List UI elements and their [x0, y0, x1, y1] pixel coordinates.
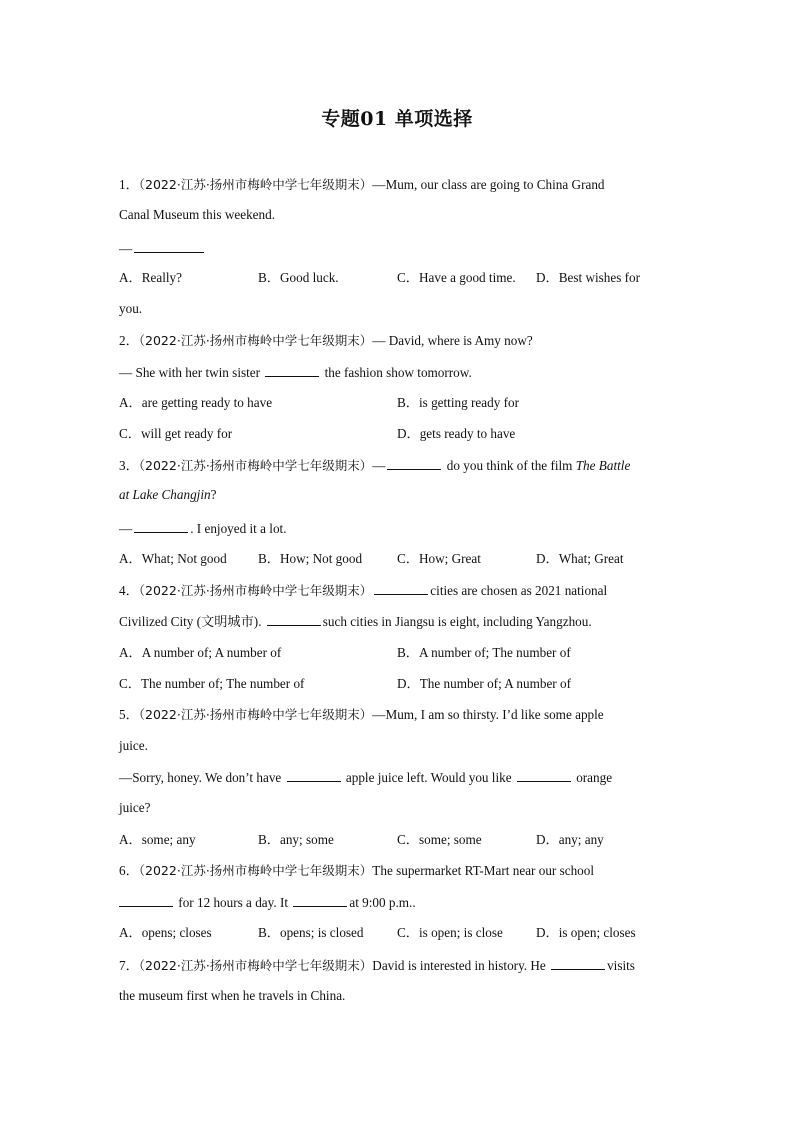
answer-blank[interactable]: [551, 956, 605, 970]
question-4: [119, 581, 607, 600]
option-d[interactable]: D．What; Great: [536, 551, 624, 566]
option-c[interactable]: C．will get ready for: [119, 426, 233, 441]
question-text: David is interested in history. He: [372, 958, 550, 973]
question-2-line-2: [119, 363, 472, 382]
question-source: （2022·江苏·扬州市梅岭中学七年级期末）: [138, 863, 373, 878]
answer-blank[interactable]: [134, 239, 204, 253]
option-d[interactable]: D．any; any: [536, 832, 604, 847]
option-a[interactable]: A．opens; closes: [119, 925, 212, 940]
question-text: The supermarket RT-Mart near our school: [372, 863, 595, 878]
text-segment: such cities in Jiangsu is eight, including Yangzhou.: [322, 614, 592, 629]
option-a[interactable]: A．Really?: [119, 270, 182, 285]
question-text: do you think of the film: [443, 458, 576, 473]
question-6: [119, 862, 594, 880]
question-text: —Mum, our class are going to China Grand: [372, 177, 605, 192]
answer-blank[interactable]: [265, 363, 319, 377]
question-number: 2．: [119, 333, 139, 348]
question-text-continued: the museum first when he travels in China.: [119, 988, 346, 1003]
question-text: — David, where is Amy now?: [372, 333, 533, 348]
question-3-line-2: [119, 486, 216, 504]
film-title-continued: at Lake Changjin: [119, 487, 211, 502]
question-5-line-3: [119, 768, 612, 787]
answer-blank[interactable]: [374, 581, 428, 595]
text-segment: for 12 hours a day. It: [175, 895, 292, 910]
question-text: cities are chosen as 2021 national: [430, 583, 608, 598]
option-d-continued: you.: [119, 301, 143, 316]
answer-blank[interactable]: [287, 768, 341, 782]
option-d[interactable]: D．gets ready to have: [397, 426, 516, 441]
option-c[interactable]: C．is open; is close: [397, 925, 503, 940]
answer-blank[interactable]: [387, 456, 441, 470]
text-segment: visits: [607, 958, 635, 973]
question-number: 1．: [119, 177, 139, 192]
question-1: [119, 176, 605, 194]
option-c[interactable]: C．The number of; The number of: [119, 676, 305, 691]
text-segment: orange: [572, 770, 613, 785]
question-source: （2022·江苏·扬州市梅岭中学七年级期末）: [138, 583, 373, 598]
text-segment: — She with her twin sister: [119, 365, 264, 380]
option-c[interactable]: C．some; some: [397, 832, 482, 847]
question-source: （2022·江苏·扬州市梅岭中学七年级期末）: [138, 177, 373, 192]
option-d[interactable]: D．is open; closes: [536, 925, 636, 940]
dash: —: [119, 521, 133, 536]
text-segment: at 9:00 p.m..: [349, 895, 416, 910]
option-b[interactable]: B．is getting ready for: [397, 395, 519, 410]
question-7: [119, 956, 635, 975]
option-c[interactable]: C．How; Great: [397, 551, 481, 566]
answer-blank[interactable]: [517, 768, 571, 782]
option-a[interactable]: A．some; any: [119, 832, 196, 847]
option-c[interactable]: C．Have a good time.: [397, 270, 516, 285]
option-a[interactable]: A．A number of; A number of: [119, 645, 282, 660]
answer-line: [119, 239, 206, 258]
answer-blank[interactable]: [293, 893, 347, 907]
question-6-line-2: [119, 893, 416, 912]
question-number: 3．: [119, 458, 139, 473]
question-3: [119, 456, 630, 475]
text-segment: the fashion show tomorrow.: [321, 365, 472, 380]
answer-blank[interactable]: [134, 519, 188, 533]
page-title: 专题01 单项选择: [321, 108, 473, 130]
option-b[interactable]: B．opens; is closed: [258, 925, 364, 940]
reply-text: . I enjoyed it a lot.: [190, 521, 287, 536]
option-b[interactable]: B．A number of; The number of: [397, 645, 571, 660]
question-2: [119, 332, 533, 350]
answer-line: [119, 519, 287, 538]
question-number: 7．: [119, 958, 139, 973]
option-a[interactable]: A．are getting ready to have: [119, 395, 273, 410]
text-segment: Civilized City (文明城市).: [119, 614, 265, 629]
dash: —: [372, 458, 386, 473]
question-4-line-2: [119, 612, 592, 631]
answer-blank[interactable]: [267, 612, 321, 626]
text-segment: —Sorry, honey. We don’t have: [119, 770, 285, 785]
question-source: （2022·江苏·扬州市梅岭中学七年级期末）: [138, 458, 373, 473]
question-text-continued: juice.: [119, 738, 148, 753]
option-a[interactable]: A．What; Not good: [119, 551, 227, 566]
question-number: 5．: [119, 707, 139, 722]
text-segment: apple juice left. Would you like: [342, 770, 515, 785]
option-d[interactable]: D．The number of; A number of: [397, 676, 571, 691]
question-source: （2022·江苏·扬州市梅岭中学七年级期末）: [138, 958, 373, 973]
question-source: （2022·江苏·扬州市梅岭中学七年级期末）: [138, 707, 373, 722]
option-b[interactable]: B．any; some: [258, 832, 334, 847]
option-b[interactable]: B．Good luck.: [258, 270, 339, 285]
question-mark: ?: [210, 487, 217, 502]
question-text-continued: Canal Museum this weekend.: [119, 207, 276, 222]
question-text-continued: juice?: [119, 800, 151, 815]
film-title: The Battle: [575, 458, 631, 473]
question-5: [119, 706, 604, 724]
answer-blank[interactable]: [119, 893, 173, 907]
option-b[interactable]: B．How; Not good: [258, 551, 363, 566]
question-source: （2022·江苏·扬州市梅岭中学七年级期末）: [138, 333, 373, 348]
question-text: —Mum, I am so thirsty. I’d like some apple: [372, 707, 604, 722]
dash: —: [119, 241, 133, 256]
option-d[interactable]: D．Best wishes for: [536, 270, 641, 285]
question-number: 6．: [119, 863, 139, 878]
question-number: 4．: [119, 583, 139, 598]
